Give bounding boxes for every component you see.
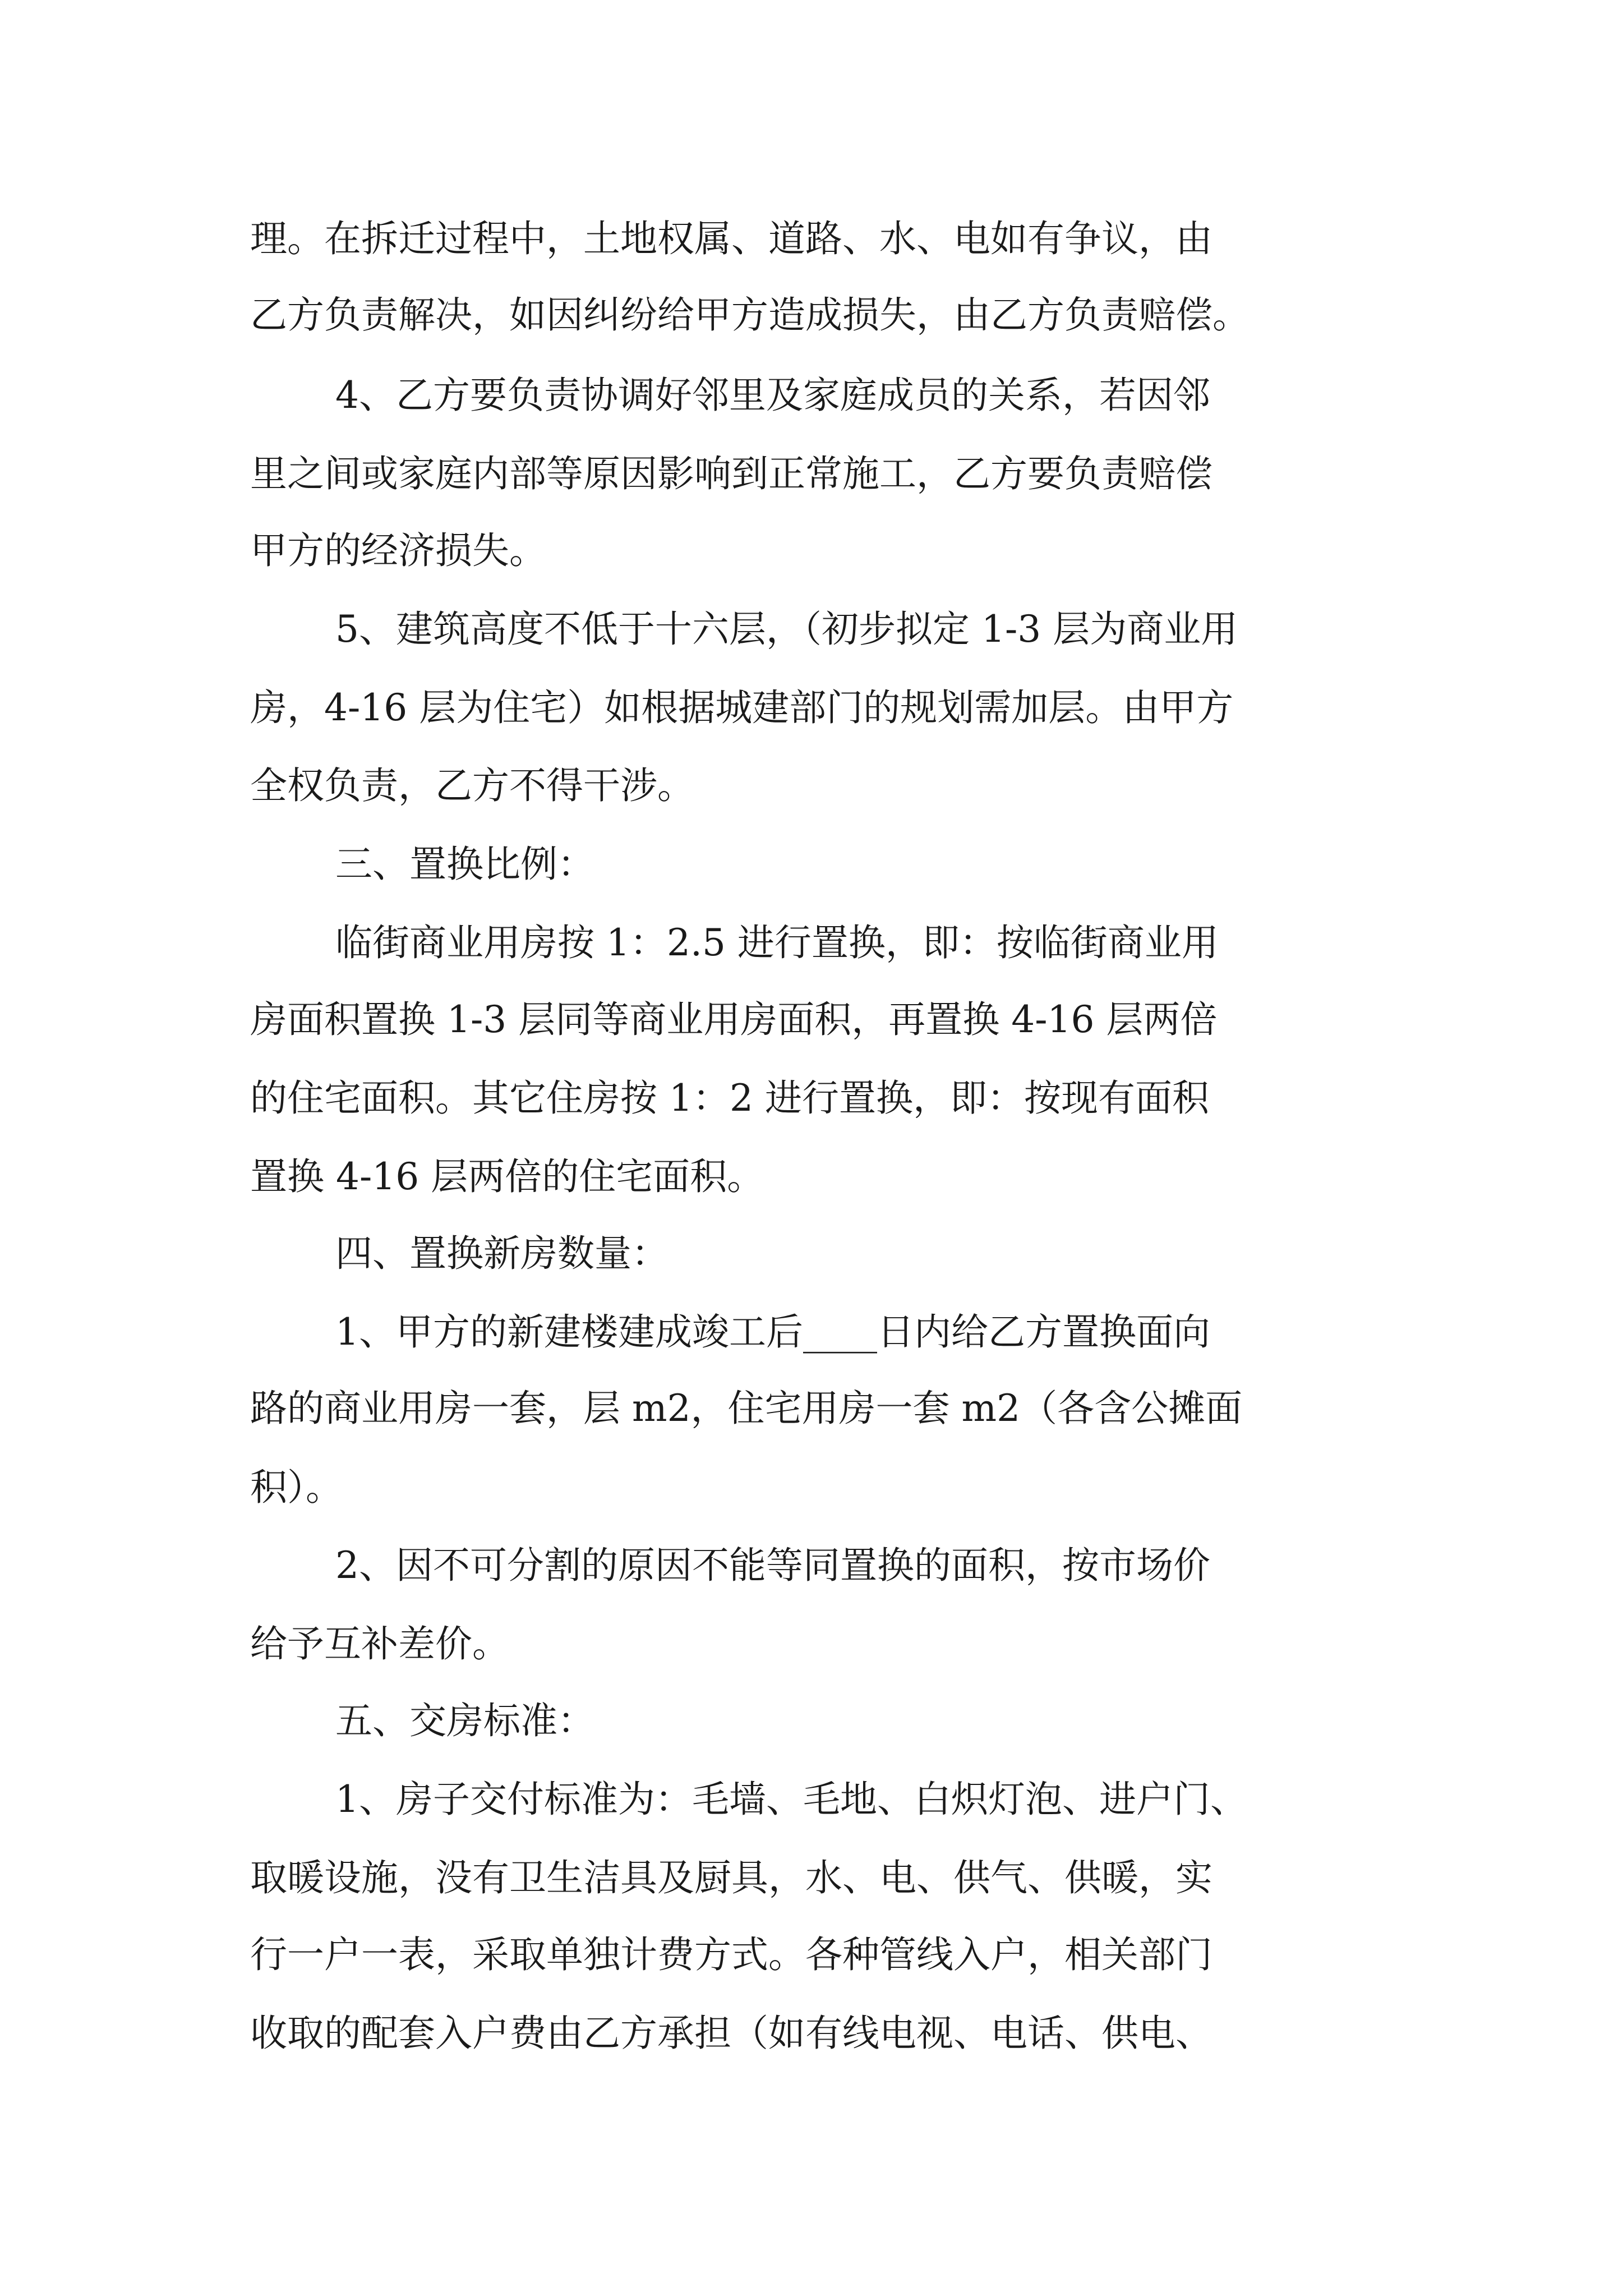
text-line: 1、房子交付标准为：毛墙、毛地、白炽灯泡、进户门、 [335,1778,1247,1821]
text-line: 给予互补差价。 [250,1622,509,1665]
text-line: 里之间或家庭内部等原因影响到正常施工，乙方要负责赔偿 [250,452,1212,495]
text-line: 行一户一表，采取单独计费方式。各种管线入户，相关部门 [250,1933,1212,1976]
section-heading: 四、置换新房数量： [335,1232,668,1275]
text-line: 收取的配套入户费由乙方承担（如有线电视、电话、供电、 [250,2012,1212,2055]
text-line: 2、因不可分割的原因不能等同置换的面积，按市场价 [335,1544,1210,1587]
text-line: 理。在拆迁过程中，土地权属、道路、水、电如有争议，由 [250,217,1212,260]
text-line: 置换 4-16 层两倍的住宅面积。 [250,1155,764,1198]
text-line: 甲方的经济损失。 [250,529,546,572]
text-line: 路的商业用房一套，层 m2，住宅用房一套 m2（各含公摊面 [250,1387,1243,1430]
section-heading: 五、交房标准： [335,1699,594,1742]
text-line: 4、乙方要负责协调好邻里及家庭成员的关系，若因邻 [335,374,1210,417]
text-line: 的住宅面积。其它住房按 1：2 进行置换，即：按现有面积 [250,1076,1209,1120]
section-heading: 三、置换比例： [335,843,594,886]
text-line: 房面积置换 1-3 层同等商业用房面积，再置换 4-16 层两倍 [250,998,1218,1041]
text-line: 取暖设施，没有卫生洁具及厨具，水、电、供气、供暖，实 [250,1856,1212,1899]
text-line: 积）。 [250,1466,343,1509]
text-line: 全权负责，乙方不得干涉。 [250,764,694,807]
text-line: 5、建筑高度不低于十六层，（初步拟定 1-3 层为商业用 [335,608,1238,651]
text-line: 1、甲方的新建楼建成竣工后____日内给乙方置换面向 [335,1310,1210,1354]
text-line: 临街商业用房按 1：2.5 进行置换，即：按临街商业用 [335,921,1219,964]
text-line: 乙方负责解决，如因纠纷给甲方造成损失，由乙方负责赔偿。 [250,293,1249,337]
text-line: 房，4-16 层为住宅）如根据城建部门的规划需加层。由甲方 [250,686,1234,729]
